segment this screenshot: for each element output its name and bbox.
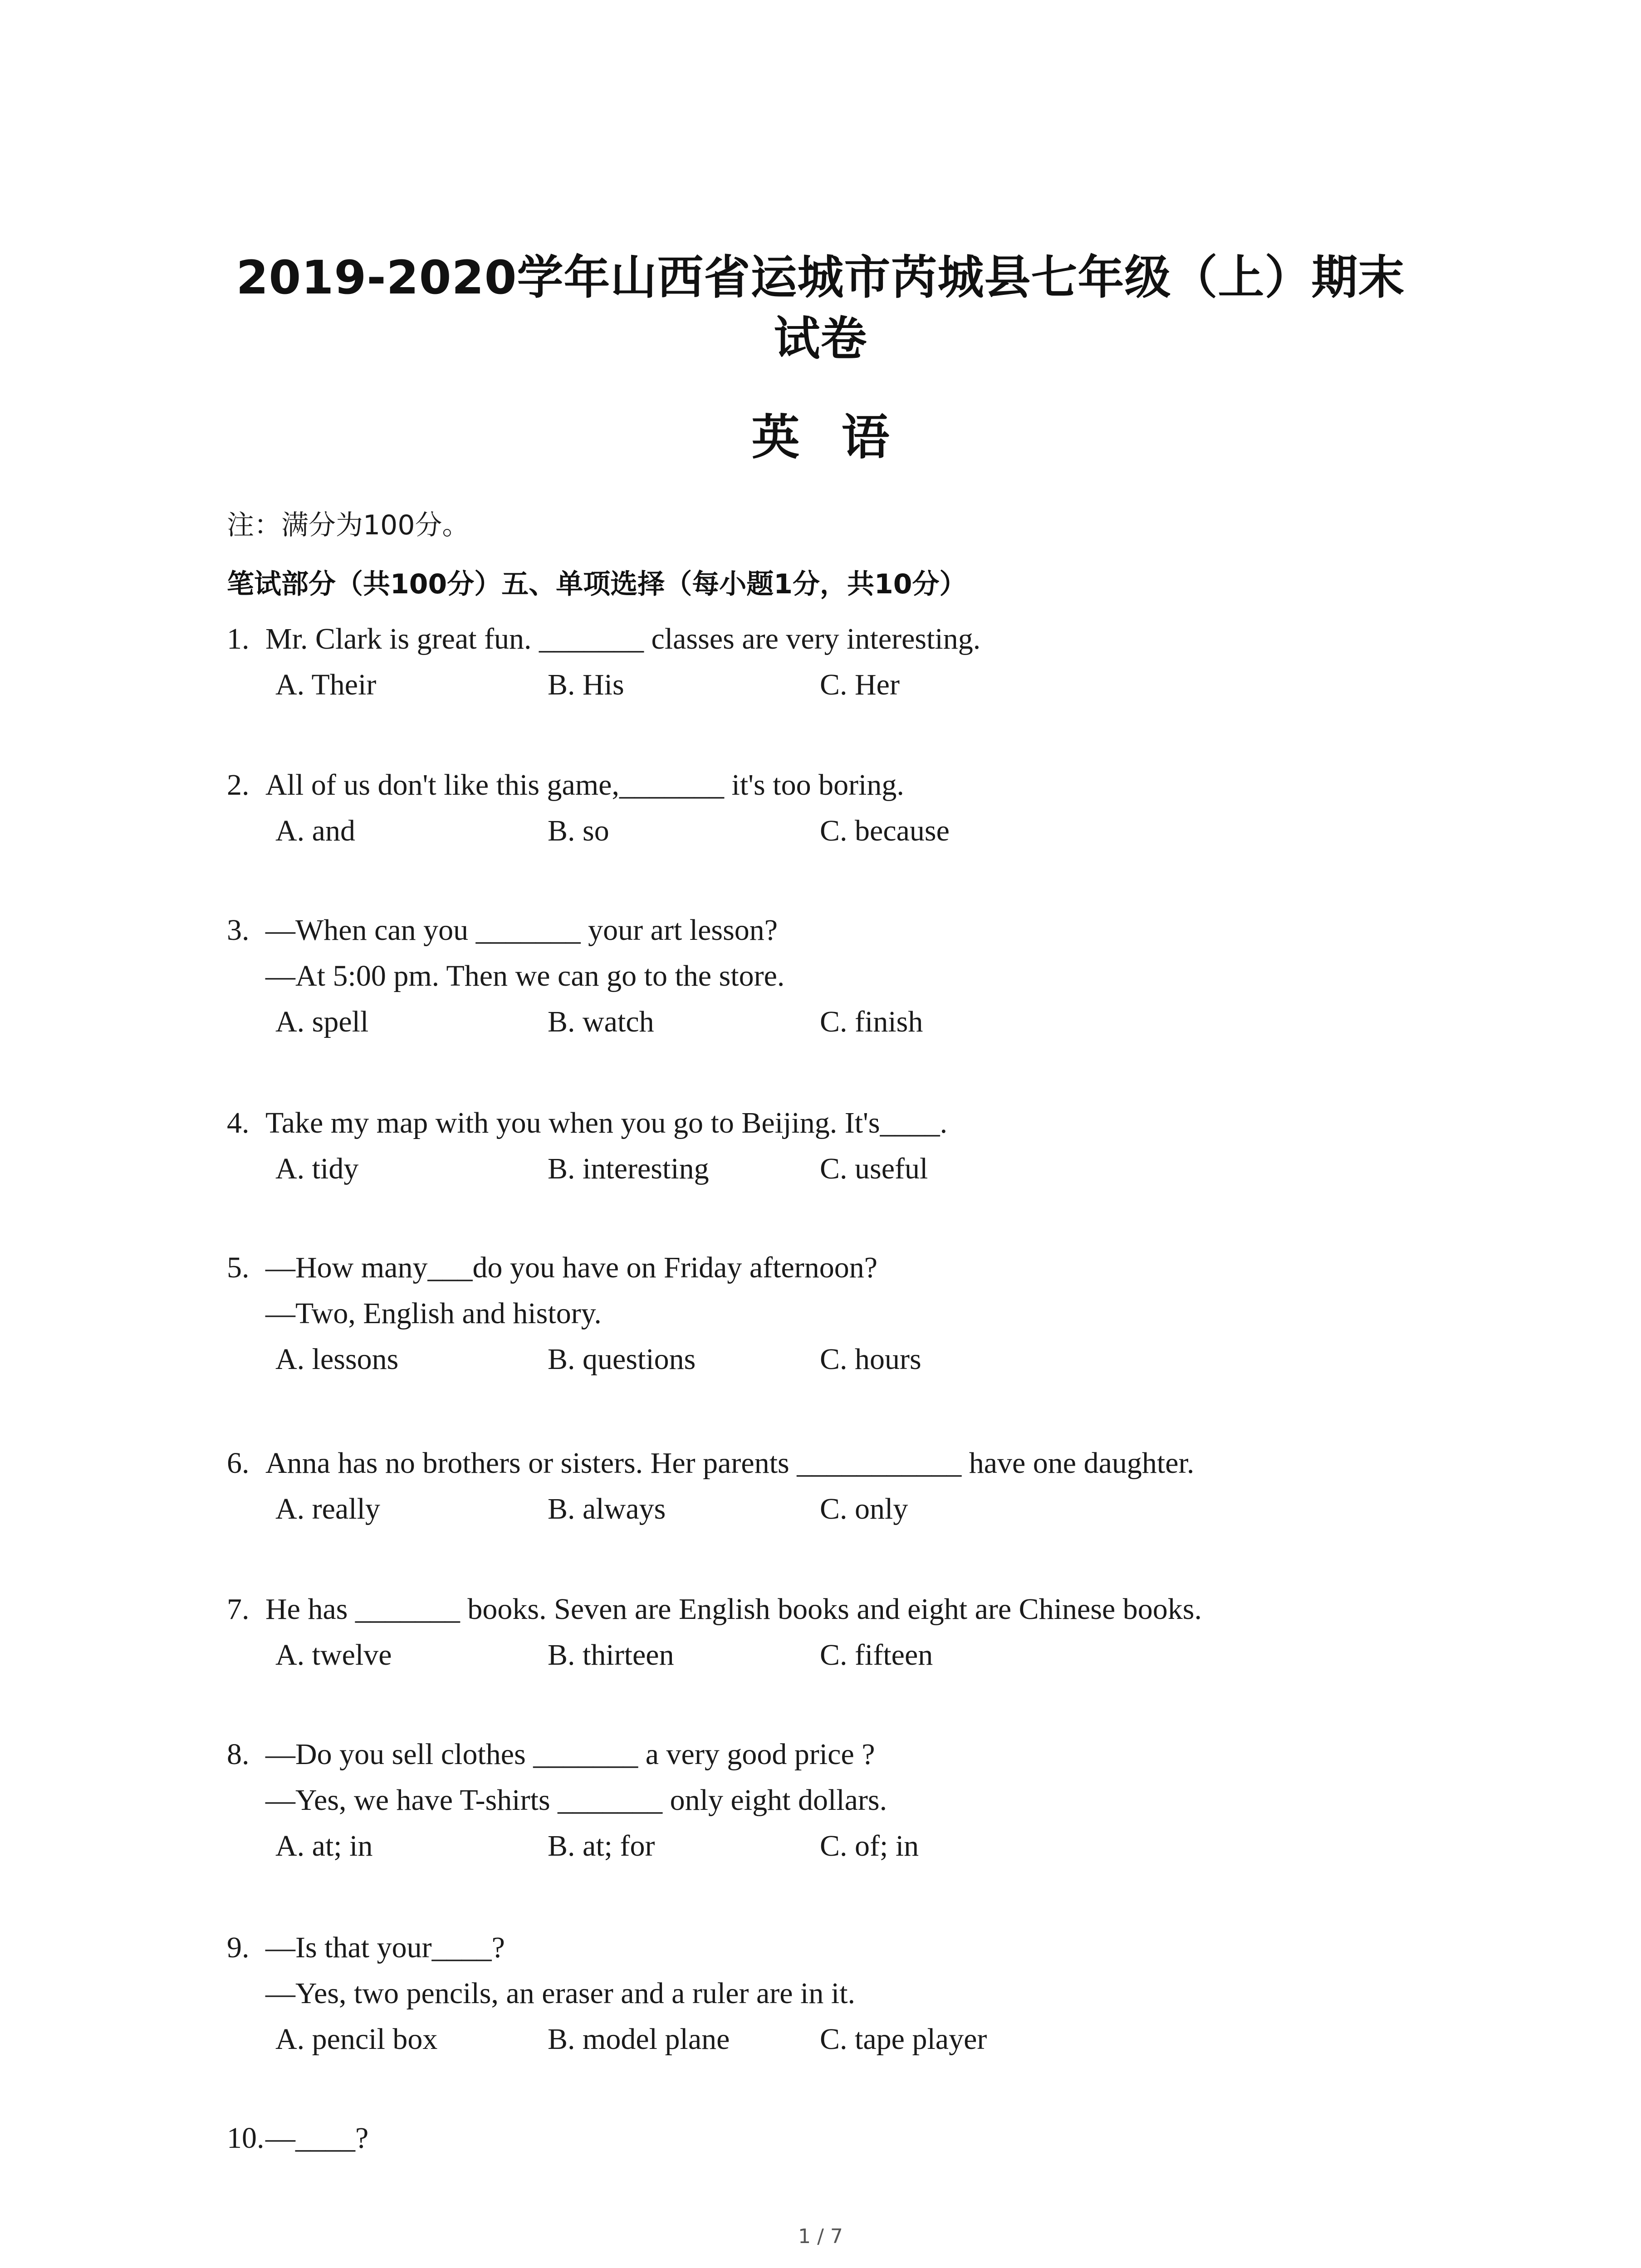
option-b: B. always bbox=[548, 1492, 666, 1525]
question-stem bbox=[0, 616, 1641, 662]
options-row bbox=[0, 1823, 1641, 1869]
question-stem bbox=[0, 1925, 1641, 1970]
question-4 bbox=[0, 1100, 1641, 1192]
option-b: B. model plane bbox=[548, 2023, 730, 2056]
options-row bbox=[0, 1146, 1641, 1192]
question-number: 2. bbox=[227, 768, 250, 802]
question-text: —Is that your____? bbox=[265, 1931, 505, 1964]
question-text: —Two, English and history. bbox=[265, 1297, 602, 1330]
question-number: 4. bbox=[227, 1106, 250, 1139]
question-dialogue-line bbox=[0, 1970, 1641, 2016]
options-row bbox=[0, 1486, 1641, 1532]
question-1 bbox=[0, 616, 1641, 708]
option-c: C. fifteen bbox=[820, 1638, 933, 1672]
question-number: 1. bbox=[227, 622, 250, 655]
question-dialogue-line bbox=[0, 1290, 1641, 1336]
options-row bbox=[0, 808, 1641, 854]
question-8 bbox=[0, 1731, 1641, 1869]
question-text: —Yes, two pencils, an eraser and a ruler are in it. bbox=[265, 1977, 856, 2010]
option-a: A. lessons bbox=[275, 1343, 399, 1376]
exam-title bbox=[181, 247, 1460, 370]
question-stem bbox=[0, 1100, 1641, 1146]
page-number: 1 / 7 bbox=[798, 2225, 843, 2248]
question-stem bbox=[0, 1731, 1641, 1777]
option-c: C. Her bbox=[820, 668, 900, 701]
subject-heading: 英语 bbox=[751, 410, 931, 465]
option-b: B. so bbox=[548, 814, 609, 847]
question-text: He has _______ books. Seven are English books and eight are Chinese books. bbox=[265, 1593, 1202, 1626]
question-number: 7. bbox=[227, 1593, 250, 1626]
question-number: 3. bbox=[227, 914, 250, 947]
option-c: C. of; in bbox=[820, 1829, 919, 1862]
option-c: C. because bbox=[820, 814, 950, 847]
option-b: B. thirteen bbox=[548, 1638, 674, 1672]
option-a: A. Their bbox=[275, 668, 377, 701]
question-text: —When can you _______ your art lesson? bbox=[265, 914, 778, 947]
question-stem bbox=[0, 907, 1641, 953]
option-a: A. pencil box bbox=[275, 2023, 438, 2056]
question-text: —Do you sell clothes _______ a very good price ? bbox=[265, 1738, 875, 1771]
options-row bbox=[0, 1336, 1641, 1382]
question-text: Take my map with you when you go to Beijing. It's____. bbox=[265, 1106, 948, 1139]
option-a: A. and bbox=[275, 814, 355, 847]
option-a: A. twelve bbox=[275, 1638, 392, 1672]
option-c: C. hours bbox=[820, 1343, 921, 1376]
score-note: 注：满分为100分。 bbox=[227, 509, 470, 541]
question-number: 9. bbox=[227, 1931, 250, 1964]
question-9 bbox=[0, 1925, 1641, 2062]
question-stem bbox=[0, 1245, 1641, 1290]
option-c: C. finish bbox=[820, 1005, 923, 1038]
options-row bbox=[0, 1632, 1641, 1678]
section-header: 笔试部分（共100分）五、单项选择（每小题1分，共10分） bbox=[227, 568, 967, 600]
question-text: —____? bbox=[265, 2121, 369, 2155]
question-stem bbox=[0, 1586, 1641, 1632]
question-dialogue-line bbox=[0, 1777, 1641, 1823]
option-b: B. watch bbox=[548, 1005, 654, 1038]
option-c: C. only bbox=[820, 1492, 908, 1525]
option-a: A. really bbox=[275, 1492, 380, 1525]
option-c: C. tape player bbox=[820, 2023, 987, 2056]
option-a: A. tidy bbox=[275, 1152, 359, 1185]
question-dialogue-line bbox=[0, 953, 1641, 999]
question-2 bbox=[0, 762, 1641, 854]
option-b: B. at; for bbox=[548, 1829, 655, 1862]
question-text: Mr. Clark is great fun. _______ classes are very interesting. bbox=[265, 622, 981, 655]
options-row bbox=[0, 662, 1641, 708]
option-a: A. spell bbox=[275, 1005, 369, 1038]
question-text: Anna has no brothers or sisters. Her parents ___________ have one daughter. bbox=[265, 1447, 1195, 1480]
question-6 bbox=[0, 1440, 1641, 1532]
options-row bbox=[0, 999, 1641, 1045]
title-line-1: 2019-2020学年山西省运城市芮城县七年级（上）期末 bbox=[236, 251, 1405, 305]
question-text: —How many___do you have on Friday afternoon? bbox=[265, 1251, 878, 1284]
title-line-2: 试卷 bbox=[774, 312, 867, 366]
option-b: B. questions bbox=[548, 1343, 696, 1376]
question-number: 5. bbox=[227, 1251, 250, 1284]
option-b: B. His bbox=[548, 668, 624, 701]
question-stem bbox=[0, 2115, 1641, 2161]
question-text: —At 5:00 pm. Then we can go to the store. bbox=[265, 959, 785, 992]
option-a: A. at; in bbox=[275, 1829, 373, 1862]
question-text: —Yes, we have T-shirts _______ only eight dollars. bbox=[265, 1784, 887, 1817]
question-text: All of us don't like this game,_______ it's too boring. bbox=[265, 768, 904, 802]
question-7 bbox=[0, 1586, 1641, 1678]
question-number: 6. bbox=[227, 1447, 250, 1480]
option-c: C. useful bbox=[820, 1152, 928, 1185]
options-row bbox=[0, 2016, 1641, 2062]
question-number: 10. bbox=[227, 2121, 265, 2155]
question-stem bbox=[0, 762, 1641, 808]
question-5 bbox=[0, 1245, 1641, 1382]
question-10 bbox=[0, 2115, 1641, 2161]
question-number: 8. bbox=[227, 1738, 250, 1771]
option-b: B. interesting bbox=[548, 1152, 709, 1185]
question-stem bbox=[0, 1440, 1641, 1486]
question-3 bbox=[0, 907, 1641, 1045]
